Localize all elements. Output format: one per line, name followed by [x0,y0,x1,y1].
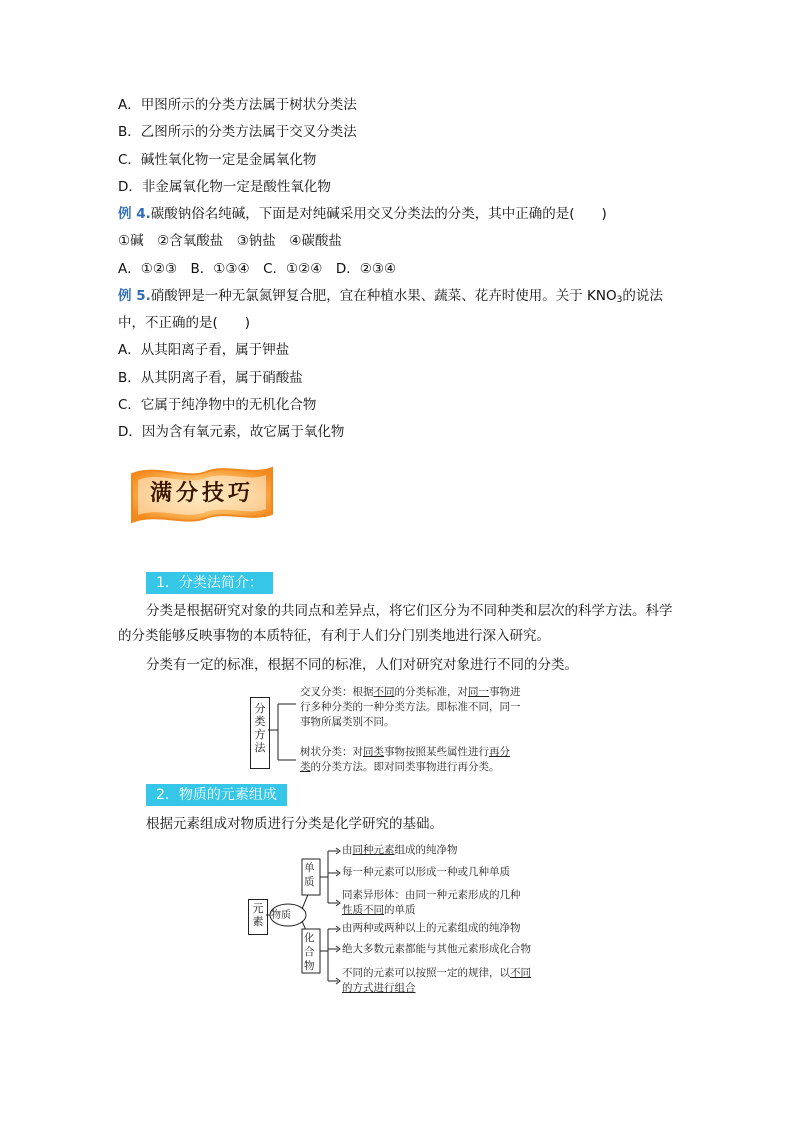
example5-label: 例 5. [118,288,151,304]
q3-option-b: B．乙图所示的分类方法属于交叉分类法 [118,124,357,140]
example5-option-c: C．它属于纯净物中的无机化合物 [118,397,317,413]
example4-text: 碳酸钠俗名纯碱，下面是对纯碱采用交叉分类法的分类，其中正确的是( ) [150,206,607,222]
cross-text: 事物进 [489,686,521,698]
element-root-label: 元素 [252,902,264,928]
tree-text: 的分类方法。即对同类事物进行再分类。 [310,761,500,773]
cross-underline-different: 不同 [373,686,395,698]
allotrope-text: 的单质 [384,904,416,916]
section1-heading: 1．分类法简介： [146,572,273,594]
compound-underline-2: 的方式进行组合 [342,982,416,994]
compound-text: 不同的元素可以按照一定的规律，以 [342,967,510,979]
allotrope-line1: 同素异形体：由同一种元素形成的几种 [342,889,521,901]
example4-items: ①碱 ②含氧酸盐 ③钠盐 ④碳酸盐 [118,233,342,249]
cross-text: 的分类标准，对 [394,686,468,698]
section2-heading: 2．物质的元素组成 [146,784,287,806]
cross-classification [300,685,521,730]
example5-option-d: D．因为含有氧元素，故它属于氧化物 [118,424,345,440]
cross-text: 交叉分类：根据 [300,686,374,698]
simple-item-2: 每一种元素可以形成一种或几种单质 [342,866,510,878]
example4-options: A．①②③ B．①③④ C．①②④ D．②③④ [118,261,397,277]
example5-text-end: 的说法 [622,288,663,304]
simple-text: 由 [342,844,353,856]
q3-option-a: A．甲图所示的分类方法属于树状分类法 [118,97,357,113]
simple-underline: 同种元素 [352,844,395,856]
tree-text: 树状分类：对 [300,746,363,758]
method-root-label: 分类方法 [254,702,266,754]
example5-question-line1 [118,286,663,310]
section2-paragraph1: 根据元素组成对物质进行分类是化学研究的基础。 [146,816,443,832]
substance-label: 物质 [271,910,291,921]
element-root-box [248,899,268,935]
q3-option-d: D．非金属氧化物一定是酸性氧化物 [118,179,331,195]
banner-title: 满分技巧 [149,481,254,506]
subscript-3: 3 [616,295,623,305]
tree-underline-subdivide: 再分 [489,746,510,758]
example4-question [118,204,607,224]
method-bracket [268,690,298,780]
tree-classification [300,745,510,775]
cross-underline-same: 同一 [468,686,489,698]
tree-text: 事物按照某些属性进行 [384,746,489,758]
compound-label: 化合物 [304,932,315,972]
section1-paragraph1: 分类是根据研究对象的共同点和差异点，将它们区分为不同种类和层次的科学方法。科学的分类能够反映事物的本质特征，有利于人们分门别类地进行深入研究。 [118,603,673,644]
compound-item-2: 绝大多数元素都能与其他元素形成化合物 [342,943,531,955]
simple-text: 组成的纯净物 [394,844,458,856]
tree-underline-same-kind: 同类 [363,746,384,758]
method-root-box [250,697,270,769]
tips-banner [126,462,278,528]
allotrope-underline: 性质不同 [342,904,384,916]
compound-item-3 [342,966,531,996]
simple-substance-label: 单质 [304,862,315,888]
section1-paragraph2: 分类有一定的标准，根据不同的标准，人们对研究对象进行不同的分类。 [146,657,578,673]
cross-line2: 行多种分类的一种分类方法。即标准不同，同一 [300,701,521,713]
compound-underline: 不同 [510,967,531,979]
simple-item-3 [342,888,521,918]
cross-line3: 事物所属类别不同。 [300,716,395,728]
q3-option-c: C．碱性氧化物一定是金属氧化物 [118,152,317,168]
example5-text: 硝酸钾是一种无氯氮钾复合肥，宜在种植水果、蔬菜、花卉时使用。关于 KNO [150,288,617,304]
compound-item-1: 由两种或两种以上的元素组成的纯净物 [342,922,521,934]
example5-option-b: B．从其阴离子看，属于硝酸盐 [118,370,303,386]
example5-option-a: A．从其阳离子看，属于钾盐 [118,342,290,358]
example4-label: 例 4. [118,206,151,222]
simple-item-1 [342,843,458,858]
tree-underline-class: 类 [300,761,311,773]
example5-question-line2: 中，不正确的是( ) [118,315,251,331]
